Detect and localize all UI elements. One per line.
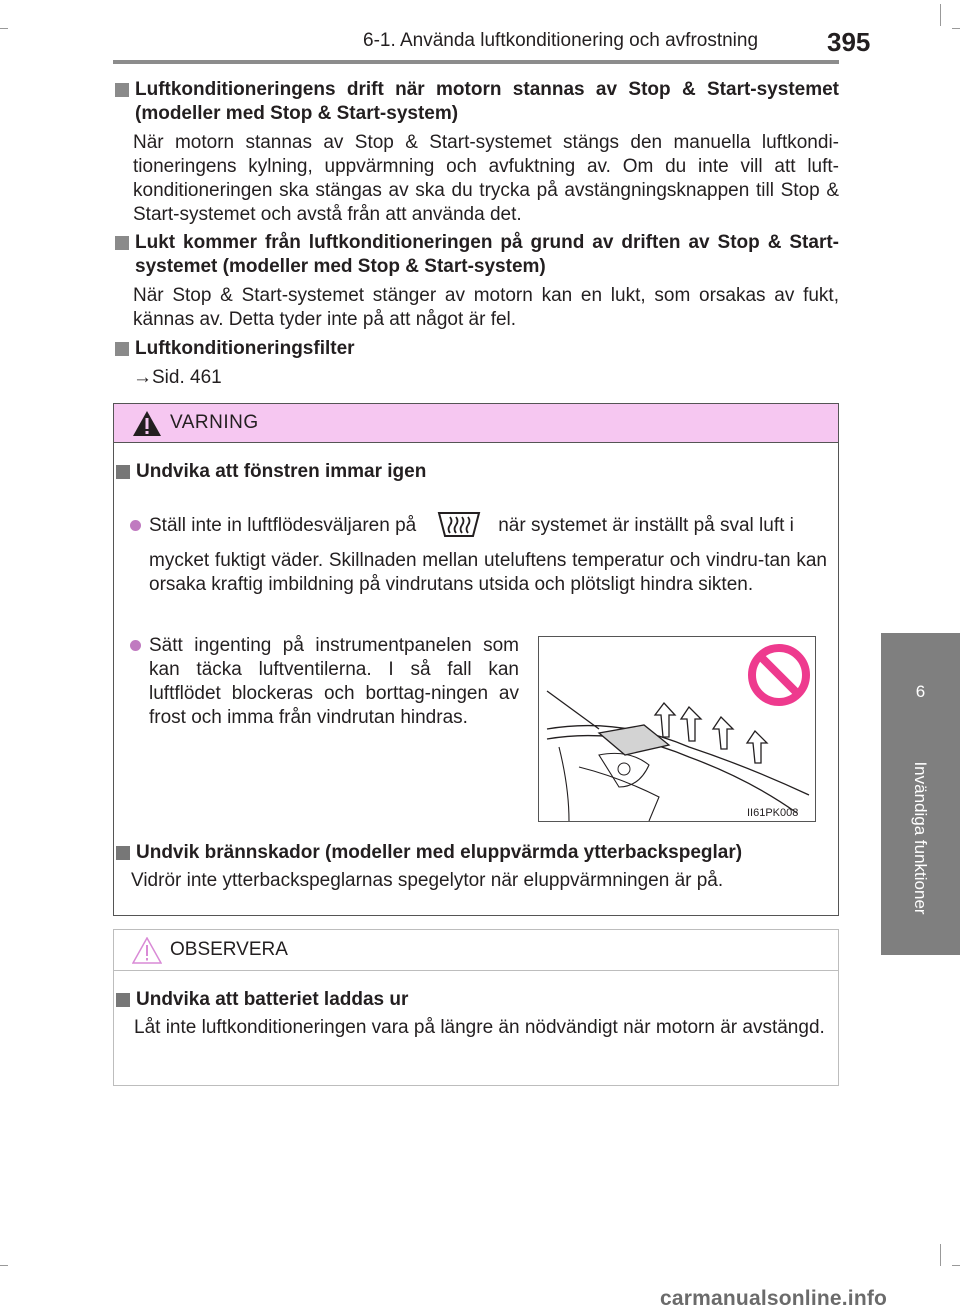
notice-title: OBSERVERA	[170, 939, 288, 960]
square-bullet-icon	[116, 993, 130, 1007]
notice-subheading: Undvika att batteriet laddas ur	[114, 988, 814, 1012]
watermark: carmanualsonline.info	[660, 1287, 888, 1310]
warning-bullet-1-continued: mycket fuktigt väder. Skillnaden mellan uteluftens temperatur och vindru-tan kan orsaka kraftig imbildning på vindrutans utsida och plötsligt hindra sikten.	[149, 550, 827, 595]
square-bullet-icon	[115, 236, 129, 250]
dashboard-drawing	[539, 637, 815, 821]
section-smell	[113, 231, 839, 332]
chapter-label: Invändiga funktioner	[911, 761, 930, 915]
notice-body: Låt inte luftkonditioneringen vara på längre än nödvändigt när motorn är avstängd.	[134, 1017, 825, 1038]
windshield-defrost-icon	[436, 508, 482, 540]
square-bullet-icon	[115, 83, 129, 97]
figure-code: II61PK008	[747, 807, 799, 819]
section-stop-start-ac	[113, 78, 839, 227]
crop-mark	[0, 1265, 8, 1266]
notice-header	[114, 930, 838, 971]
bullet-dot-icon	[130, 520, 141, 531]
warning-body: Vidrör inte ytterbackspeglarnas spegelytor när eluppvärmningen är på.	[131, 870, 724, 891]
crop-mark	[952, 28, 960, 29]
page-number: 395	[827, 27, 871, 57]
section-filter	[113, 337, 839, 390]
bullet-dot-icon	[130, 640, 141, 651]
warning-header	[114, 404, 838, 443]
crop-mark	[0, 28, 8, 29]
warning-bullet-1: Ställ inte in luftflödesväljaren på när systemet är inställt på sval luft i	[130, 514, 830, 540]
header-title: 6-1. Använda luftkonditionering och avfrostning	[363, 30, 759, 51]
section-heading: Luftkonditioneringens drift när motorn stannas av Stop & Start-systemet (modeller med Stop & Start-system)	[113, 78, 839, 126]
notice-box	[113, 929, 839, 1086]
page-reference-link[interactable]: →Sid. 461	[133, 367, 222, 388]
section-body: När Stop & Start-systemet stänger av motorn kan en lukt, som orsakas av fukt, kännas av. Detta tyder inte på att något är fel.	[133, 285, 839, 330]
section-body: När motorn stannas av Stop & Start-systemet stängs den manuella luftkondi-tioneringens kylning, uppvärmning och avfuktning av. Om du inte vill att luft-konditioneringen ska stängas av ska du trycka på avstängningsknappen till Stop & Start-systemet och avstå från att använda det.	[133, 132, 839, 225]
square-bullet-icon	[115, 342, 129, 356]
warning-bullet-2: Sätt ingenting på instrumentpanelen som kan täcka luftventilerna. I så fall kan luftflödet blockeras och borttag-ningen av frost och imma från vindrutan hindras.	[130, 634, 519, 730]
crop-mark	[940, 4, 941, 26]
caution-triangle-icon	[132, 937, 162, 964]
dashboard-illustration	[538, 636, 816, 822]
crop-mark	[940, 1244, 941, 1266]
warning-triangle-icon	[132, 410, 162, 437]
square-bullet-icon	[116, 846, 130, 860]
warning-subheading: Undvika att fönstren immar igen	[114, 460, 814, 484]
warning-box	[113, 403, 839, 916]
square-bullet-icon	[116, 465, 130, 479]
chapter-number: 6	[915, 682, 926, 701]
warning-subheading: Undvik brännskador (modeller med eluppvärmda ytterbackspeglar)	[114, 841, 834, 865]
crop-mark	[952, 1265, 960, 1266]
warning-title: VARNING	[170, 412, 259, 433]
header-rule	[113, 60, 839, 64]
section-heading: Lukt kommer från luftkonditioneringen på grund av driften av Stop & Start-systemet (modeller med Stop & Start-system)	[113, 231, 839, 279]
section-heading: Luftkonditioneringsfilter	[113, 337, 839, 361]
